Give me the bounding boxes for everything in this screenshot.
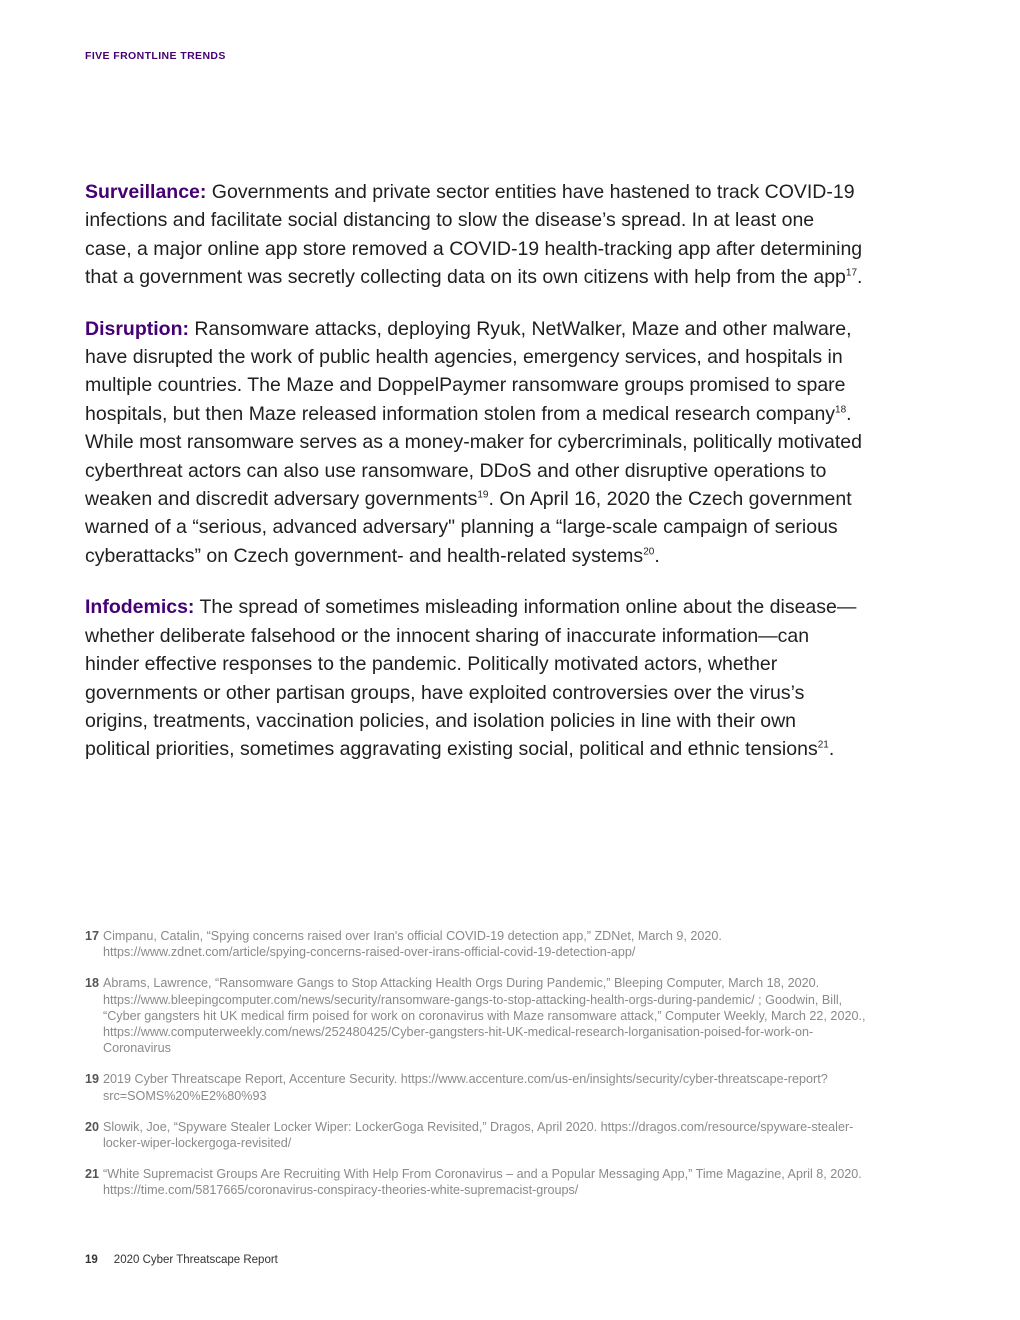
footnote-18: [85, 975, 875, 1056]
page-number: 19: [85, 1254, 98, 1266]
footnote-21: [85, 1166, 875, 1198]
footnote-text[interactable]: Cimpanu, Catalin, “Spying concerns raised over Iran's official COVID-19 detection app,” ZDNet, March 9, 2020. https://www.zdnet.com/article/spying-concerns-raised-over-irans-official-covid-19-detection-app/: [103, 929, 722, 960]
footnote-ref-20[interactable]: 20: [643, 546, 655, 558]
footnote-number: 19: [85, 1072, 100, 1087]
paragraph-lead: Surveillance:: [85, 181, 207, 203]
footnote-19: [85, 1071, 875, 1103]
footnote-ref-19[interactable]: 19: [477, 489, 489, 501]
footnote-text[interactable]: 2019 Cyber Threatscape Report, Accenture Security. https://www.accenture.com/us-en/insights/security/cyber-threatscape-report?src=SOMS%20%E2%80%93: [103, 1072, 828, 1103]
footnote-text[interactable]: Abrams, Lawrence, “Ransomware Gangs to Stop Attacking Health Orgs During Pandemic,” Bleeping Computer, March 18, 2020. https://www.bleepingcomputer.com/news/security/ransomware-gangs-to-stop-attacking-health-orgs-during-pandemic/ ; Goodwin, Bill, “Cyber gangsters hit UK medical firm poised for work on coronavirus with Maze ransomware attack,” Computer Weekly, March 22, 2020., https://www.computerweekly.com/news/252480425/Cyber-gangsters-hit-UK-medical-research-lorganisation-poised-for-work-on-Coronavirus: [103, 976, 866, 1056]
paragraph-lead: Infodemics:: [85, 596, 195, 619]
paragraph-text: .: [828, 738, 835, 761]
paragraph-text: The spread of sometimes misleading information online about the disease—whether deliberate falsehood or the innocent sharing of inaccurate information—can hinder effective responses to the pandemic. Politically motivated actors, whether governments or other partisan groups, have exploited controversies over the virus’s origins, treatments, vaccination policies, and isolation policies in line with their own political priorities, sometimes aggravating existing social, political and ethnic tensions: [85, 596, 857, 761]
report-title: 2020 Cyber Threatscape Report: [113, 1254, 278, 1266]
footnote-text[interactable]: “White Supremacist Groups Are Recruiting With Help From Coronavirus – and a Popular Messaging App,” Time Magazine, April 8, 2020. https://time.com/5817665/coronavirus-conspiracy-theories-white-supremacist-groups/: [103, 1167, 862, 1198]
paragraph-text: .: [654, 544, 660, 567]
page-footer: [85, 1254, 278, 1266]
paragraph-lead: Disruption:: [85, 317, 189, 340]
paragraph-text: Governments and private sector entities have hastened to track COVID-19 infections and facilitate social distancing to slow the disease’s spread. In at least one case, a major online app store removed a COVID-19 health-tracking app after determining that a government was secretly collecting data on its own citizens with help from the app: [85, 181, 863, 289]
footnote-number: 21: [85, 1167, 100, 1182]
footnotes: [85, 928, 875, 1214]
paragraph-disruption: [85, 315, 865, 571]
paragraph-text: . On April 16, 2020 the Czech government warned of a “serious, advanced adversary" planning a “large-scale campaign of serious cyberattacks” on Czech government- and health-related systems: [85, 488, 852, 567]
footnote-17: [85, 928, 875, 960]
footnote-number: 17: [85, 929, 100, 943]
paragraph-text: .: [857, 266, 863, 289]
body-text: [85, 178, 865, 787]
footnote-ref-18[interactable]: 18: [835, 404, 847, 416]
footnote-ref-21[interactable]: 21: [817, 739, 829, 751]
footnote-number: 20: [85, 1119, 100, 1134]
footnote-text[interactable]: Slowik, Joe, “Spyware Stealer Locker Wiper: LockerGoga Revisited,” Dragos, April 2020. https://dragos.com/resource/spyware-stealer-locker-wiper-lockergoga-revisited/: [103, 1119, 854, 1151]
footnote-20: [85, 1119, 875, 1151]
paragraph-text: . While most ransomware serves as a money-maker for cybercriminals, politically motivated cyberthreat actors can also use ransomware, DDoS and other disruptive operations to weaken and discredit adversary governments: [85, 402, 862, 511]
footnote-number: 18: [85, 976, 100, 991]
footnote-ref-17[interactable]: 17: [845, 267, 858, 279]
section-header: FIVE FRONTLINE TRENDS: [85, 50, 226, 62]
paragraph-surveillance: [85, 178, 865, 292]
paragraph-text: Ransomware attacks, deploying Ryuk, NetWalker, Maze and other malware, have disrupted the work of public health agencies, emergency services, and hospitals in multiple countries. The Maze and DoppelPaymer ransomware groups promised to spare hospitals, but then Maze released information stolen from a medical research company: [85, 317, 852, 425]
paragraph-infodemics: [85, 593, 865, 763]
